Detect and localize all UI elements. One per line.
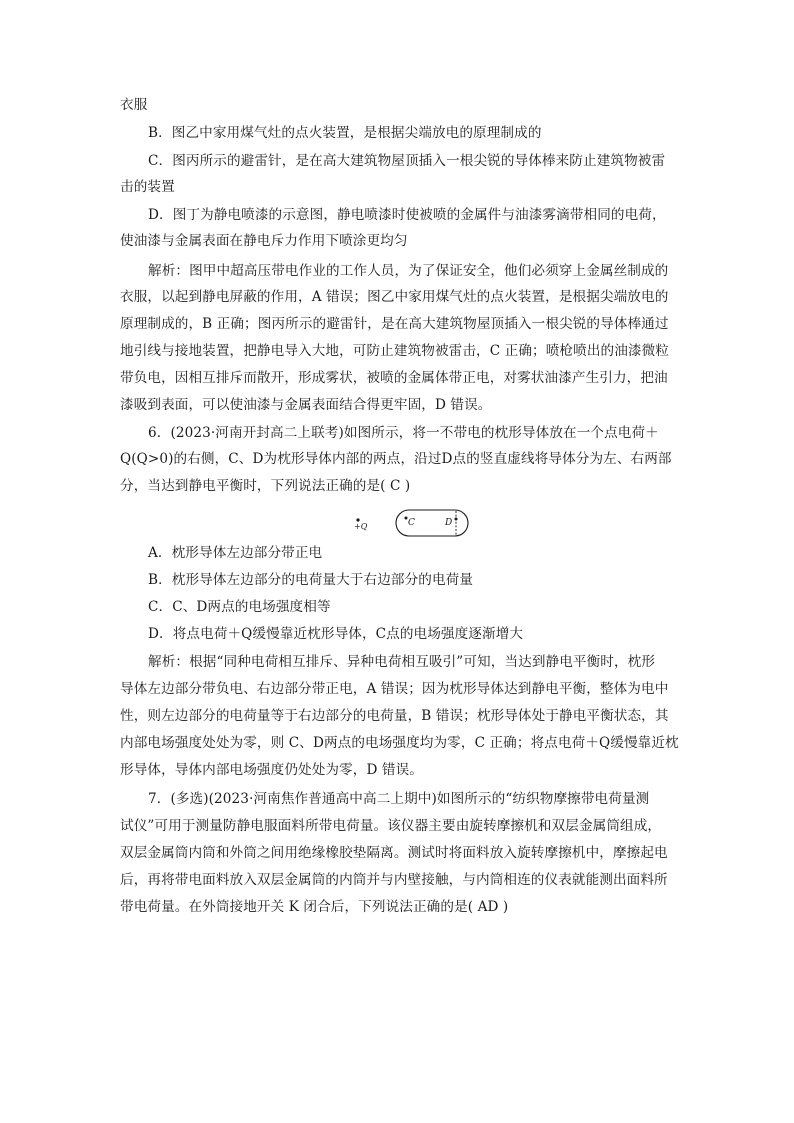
text-line: 内部电场强度处处为零，则 C、D两点的电场强度均为零，C 正确；将点电荷＋Q缓慢靠近枕 — [120, 735, 679, 751]
option-b: B．枕形导体左边部分的电荷量大于右边部分的电荷量 — [148, 572, 474, 588]
text-line: 双层金属筒内筒和外筒之间用绝缘橡胶垫隔离。测试时将面料放入旋转摩擦机中，摩擦起电 — [120, 845, 668, 861]
text-line: 导体左边部分带负电、右边部分带正电，A 错误；因为枕形导体达到静电平衡，整体为电中 — [120, 681, 669, 697]
text-line: 7．(多选)(2023·河南焦作普通高中高二上期中)如图所示的“纺织物摩擦带电荷量测 — [148, 791, 650, 807]
text-line: 带电荷量。在外筒接地开关 K 闭合后，下列说法正确的是( AD ) — [120, 899, 509, 915]
text-line: 衣服 — [120, 97, 148, 113]
option-d: D．将点电荷＋Q缓慢靠近枕形导体，C点的电场强度逐渐增大 — [148, 626, 524, 642]
text-line: 后，再将带电面料放入双层金属筒的内筒并与内壁接触，与内筒相连的仪表就能测出面料所 — [120, 872, 668, 888]
text-line: 原理制成的，B 正确；图丙所示的避雷针，是在高大建筑物屋顶插入一根尖锐的导体棒通过 — [120, 316, 669, 332]
pillow-conductor — [396, 510, 468, 536]
text-line: 衣服，以起到静电屏蔽的作用，A 错误；图乙中家用煤气灶的点火装置，是根据尖端放电的 — [120, 289, 669, 305]
option-c: C．C、D两点的电场强度相等 — [148, 599, 331, 615]
text-line: 6．(2023·河南开封高二上联考)如图所示，将一不带电的枕形导体放在一个点电荷＋ — [148, 425, 659, 441]
text-line: B．图乙中家用煤气灶的点火装置，是根据尖端放电的原理制成的 — [148, 125, 542, 141]
point-d-label: D — [445, 518, 453, 528]
text-line: D．图丁为静电喷漆的示意图，静电喷漆时使被喷的金属件与油漆雾滴带相同的电荷， — [148, 207, 666, 223]
text-line: 漆吸到表面，可以使油漆与金属表面结合得更牢固，D 错误。 — [120, 397, 492, 413]
text-line: 解析：根据“同种电荷相互排斥、异种电荷相互吸引”可知，当达到静电平衡时，枕形 — [148, 654, 656, 670]
text-line: 地引线与接地装置，把静电导入大地，可防止建筑物被雷击，C 正确；喷枪喷出的油漆微粒 — [120, 343, 669, 359]
text-line: 试仪”可用于测量防静电服面料所带电荷量。该仪器主要由旋转摩擦机和双层金属筒组成， — [120, 818, 662, 834]
point-c-label: C — [408, 518, 415, 528]
text-line: 使油漆与金属表面在静电斥力作用下喷涂更均匀 — [120, 233, 408, 249]
text-line: 性，则左边部分的电荷量等于右边部分的电荷量，B 错误；枕形导体处于静电平衡状态，其 — [120, 708, 669, 724]
text-line: Q(Q>0)的右侧，C、D为枕形导体内部的两点，沿过D点的竖直虚线将导体分为左、右两部 — [120, 451, 672, 467]
text-line: 击的装置 — [120, 179, 175, 195]
option-a: A．枕形导体左边部分带正电 — [148, 545, 323, 561]
conductor-figure — [348, 506, 472, 540]
text-line: 解析：图甲中超高压带电作业的工作人员，为了保证安全，他们必须穿上金属丝制成的 — [148, 263, 669, 279]
text-line: 带负电，因相互排斥而散开，形成雾状，被喷的金属体带正电，对雾状油漆产生引力，把油 — [120, 370, 668, 386]
text-line: C．图丙所示的避雷针，是在高大建筑物屋顶插入一根尖锐的导体棒来防止建筑物被雷 — [148, 153, 666, 169]
text-line: 形导体，导体内部电场强度仍处处为零，D 错误。 — [120, 762, 423, 778]
charge-label: +Q — [354, 522, 368, 531]
text-line: 分，当达到静电平衡时，下列说法正确的是( C ) — [120, 478, 411, 494]
